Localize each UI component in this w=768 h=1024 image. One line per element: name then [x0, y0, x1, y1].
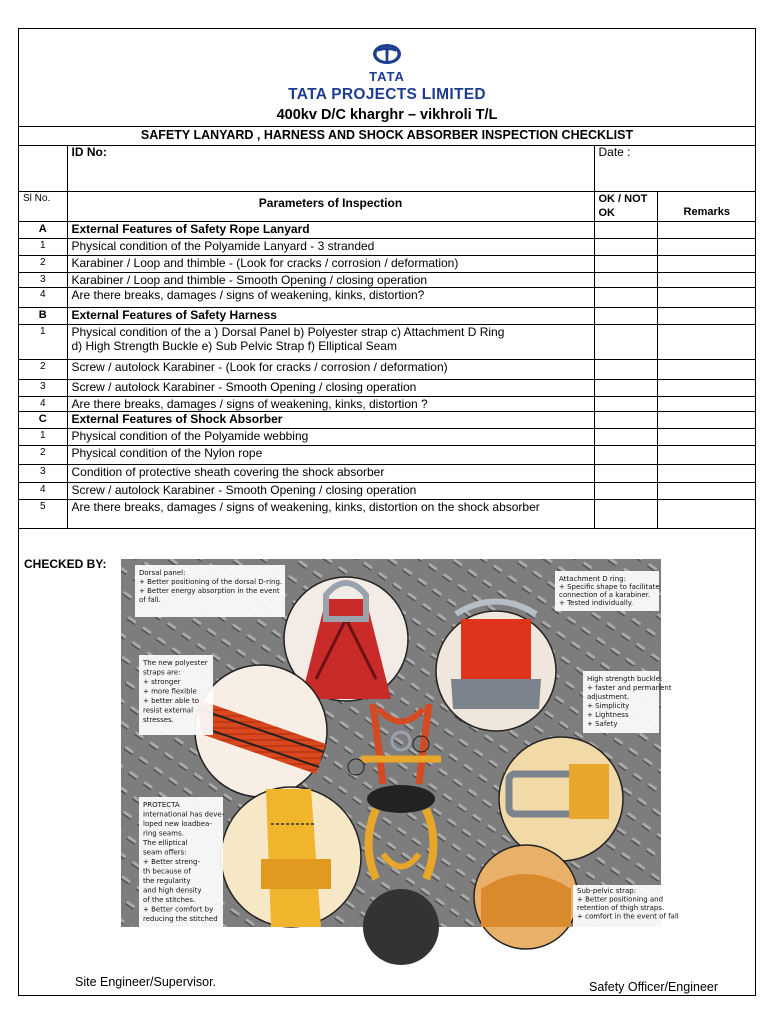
remarks-cell[interactable] [657, 359, 756, 379]
id-label [67, 145, 594, 191]
caption-protecta [139, 797, 225, 927]
caption-line: th because of [143, 867, 191, 876]
ok-cell[interactable] [594, 396, 657, 411]
caption-line: + Better streng- [143, 858, 200, 866]
item-parameter [67, 287, 594, 307]
caption-line: + Tested individually. [559, 599, 634, 607]
ok-cell[interactable] [594, 255, 657, 272]
inspection-table [19, 145, 756, 529]
checklist-row [19, 482, 756, 499]
caption-dorsal [135, 565, 285, 617]
caption-line: and high density [143, 886, 202, 895]
caption-line: Sub-pelvic strap: [577, 887, 637, 895]
remarks-cell[interactable] [657, 307, 756, 324]
checklist-row [19, 272, 756, 287]
checklist-row [19, 359, 756, 379]
section-code: C [19, 411, 67, 428]
ok-cell[interactable] [594, 379, 657, 396]
col-remarks-header: Remarks [657, 191, 756, 221]
caption-line: PROTECTA [143, 801, 180, 809]
item-parameter [67, 396, 594, 411]
item-parameter [67, 482, 594, 499]
caption-line: + Better energy absorption in the event [139, 587, 280, 595]
remarks-cell[interactable] [657, 482, 756, 499]
remarks-cell[interactable] [657, 464, 756, 482]
item-parameter [67, 428, 594, 445]
harness-illustration [121, 559, 679, 927]
caption-line: seam offers: [143, 848, 187, 857]
item-number: 2 [19, 359, 67, 379]
caption-line: + better able to [143, 697, 199, 705]
item-text: Screw / autolock Karabiner - Smooth Opening / closing operation [71, 379, 417, 394]
remarks-cell[interactable] [657, 221, 756, 238]
caption-line: + Specific shape to facilitate [559, 583, 660, 591]
item-parameter [67, 324, 594, 359]
caption-buckle [583, 671, 672, 733]
checklist-row [19, 238, 756, 255]
checklist-row [19, 396, 756, 411]
item-number: 2 [19, 255, 67, 272]
caption-line: + comfort in the event of fall [577, 912, 679, 921]
caption-line: + Lightness [587, 711, 629, 719]
checklist-row [19, 428, 756, 445]
item-text: Screw / autolock Karabiner - (Look for cracks / corrosion / deformation) [71, 359, 448, 374]
checklist-row [19, 379, 756, 396]
item-text: Physical condition of the Polyamide webbing [71, 428, 309, 443]
caption-d-ring [555, 571, 660, 611]
ok-cell[interactable] [594, 307, 657, 324]
caption-polyester [139, 655, 213, 735]
inspection-form [18, 28, 756, 996]
remarks-cell[interactable] [657, 499, 756, 528]
caption-line: The new polyester [143, 659, 208, 667]
caption-line: stresses. [143, 716, 174, 724]
item-number: 1 [19, 324, 67, 359]
section-code: B [19, 307, 67, 324]
remarks-cell[interactable] [657, 379, 756, 396]
remarks-cell[interactable] [657, 238, 756, 255]
buckle-circle [499, 737, 623, 861]
caption-line: resist external [143, 706, 194, 715]
item-parameter [67, 359, 594, 379]
ok-cell[interactable] [594, 238, 657, 255]
ok-cell[interactable] [594, 221, 657, 238]
form-title: SAFETY LANYARD , HARNESS AND SHOCK ABSORBER INSPECTION CHECKLIST [19, 126, 755, 146]
company-name: TATA PROJECTS LIMITED [288, 86, 486, 103]
date-label: Date : [598, 145, 631, 159]
caption-line: + Safety [587, 720, 618, 728]
item-text: Are there breaks, damages / signs of weakening, kinks, distortion? [71, 287, 425, 302]
col-ok-header: OK / NOT OK [594, 191, 657, 221]
item-text: Physical condition of the Nylon rope [71, 445, 263, 460]
caption-line: + Better positioning and [577, 895, 664, 904]
checklist-row [19, 499, 756, 528]
col-sl-header: Sl No. [19, 191, 67, 221]
item-text: Are there breaks, damages / signs of weakening, kinks, distortion on the shock absorber [71, 499, 540, 514]
item-text: Physical condition of the Polyamide Lanyard - 3 stranded [71, 238, 375, 253]
item-text-cont: d) High Strength Buckle e) Sub Pelvic Strap f) Elliptical Seam [71, 338, 397, 353]
section-title: External Features of Safety Harness [67, 307, 594, 324]
item-number: 3 [19, 464, 67, 482]
id-blank-cell [19, 145, 67, 191]
caption-line: + Better comfort by [143, 905, 214, 914]
item-text: Karabiner / Loop and thimble - (Look for cracks / corrosion / deformation) [71, 255, 459, 270]
ok-cell[interactable] [594, 499, 657, 528]
item-text: Are there breaks, damages / signs of weakening, kinks, distortion ? [71, 396, 428, 411]
item-number: 3 [19, 272, 67, 287]
caption-line: Attachment D ring: [559, 575, 626, 583]
ok-cell[interactable] [594, 428, 657, 445]
caption-line: the regularity [143, 877, 191, 885]
safety-officer-signature-label: Safety Officer/Engineer [589, 980, 719, 994]
ok-cell[interactable] [594, 272, 657, 287]
item-number: 1 [19, 428, 67, 445]
caption-line: connection of a karabiner. [559, 591, 651, 599]
item-number: 4 [19, 287, 67, 307]
item-parameter [67, 272, 594, 287]
ok-cell[interactable] [594, 324, 657, 359]
elliptical-seam-circle [221, 787, 361, 927]
caption-line: + more flexible [143, 687, 197, 696]
caption-line: straps are: [143, 668, 181, 677]
checklist-row [19, 464, 756, 482]
caption-line: ring seams. [143, 829, 184, 838]
caption-line: adjustment. [587, 693, 630, 701]
date-cell[interactable] [594, 145, 756, 191]
ok-cell[interactable] [594, 359, 657, 379]
item-parameter [67, 255, 594, 272]
brand-wordmark: TATA [369, 69, 405, 84]
caption-line: of the stitches. [143, 896, 196, 904]
ok-cell[interactable] [594, 287, 657, 307]
ok-cell[interactable] [594, 482, 657, 499]
caption-line: reducing the stitched [143, 915, 218, 923]
site-engineer-signature-label: Site Engineer/Supervisor. [75, 975, 217, 989]
sub-pelvic-circle [474, 845, 578, 949]
remarks-cell[interactable] [657, 445, 756, 464]
caption-line: + stronger [143, 678, 181, 686]
remarks-cell[interactable] [657, 287, 756, 307]
remarks-cell[interactable] [657, 396, 756, 411]
id-label-text: ID No: [71, 145, 107, 159]
caption-line: retention of thigh straps. [577, 904, 665, 912]
ok-cell[interactable] [594, 411, 657, 428]
section-row [19, 221, 756, 238]
section-row [19, 411, 756, 428]
caption-line: High strength buckle: [587, 675, 663, 683]
caption-line: of fall. [139, 596, 161, 604]
remarks-cell[interactable] [657, 272, 756, 287]
caption-line: + Simplicity [587, 702, 630, 710]
remarks-cell[interactable] [657, 428, 756, 445]
section-title: External Features of Shock Absorber [67, 411, 594, 428]
item-text: Karabiner / Loop and thimble - Smooth Opening / closing operation [71, 272, 428, 287]
item-parameter [67, 379, 594, 396]
id-row [19, 145, 756, 191]
section-row [19, 307, 756, 324]
ok-cell[interactable] [594, 464, 657, 482]
remarks-cell[interactable] [657, 324, 756, 359]
item-number: 1 [19, 238, 67, 255]
checked-by-label: CHECKED BY: [24, 557, 107, 571]
remarks-cell[interactable] [657, 411, 756, 428]
col-parameters-header: Parameters of Inspection [67, 191, 594, 221]
item-text: Physical condition of the a ) Dorsal Panel b) Polyester strap c) Attachment D Ring [71, 324, 505, 339]
caption-line: International has deve- [143, 810, 225, 819]
section-code: A [19, 221, 67, 238]
letterhead [19, 29, 755, 126]
caption-line: + Better positioning of the dorsal D-ring. [139, 578, 283, 586]
tata-logo-icon [19, 43, 755, 65]
caption-line: The elliptical [143, 839, 188, 847]
item-number: 5 [19, 499, 67, 528]
item-parameter [67, 445, 594, 464]
project-line: 400kv D/C kharghr – vikhroli T/L [276, 107, 498, 123]
item-number: 2 [19, 445, 67, 464]
item-number: 4 [19, 396, 67, 411]
section-title: External Features of Safety Rope Lanyard [67, 221, 594, 238]
ok-cell[interactable] [594, 445, 657, 464]
item-text: Screw / autolock Karabiner - Smooth Opening / closing operation [71, 482, 417, 497]
caption-line: + faster and permanent [587, 684, 672, 692]
caption-pelvic [573, 885, 679, 927]
svg-text:Sub-pelvic strap:+ Better posi [577, 887, 679, 921]
item-parameter [67, 464, 594, 482]
checklist-row [19, 255, 756, 272]
item-text: Condition of protective sheath covering the shock absorber [71, 464, 385, 479]
item-number: 3 [19, 379, 67, 396]
column-header-row [19, 191, 756, 221]
caption-line: loped new loadbea- [143, 820, 212, 828]
remarks-cell[interactable] [657, 255, 756, 272]
item-number: 4 [19, 482, 67, 499]
checklist-row [19, 324, 756, 359]
item-parameter [67, 238, 594, 255]
checklist-row [19, 287, 756, 307]
item-parameter [67, 499, 594, 528]
polyester-strap-circle [195, 665, 327, 797]
caption-line: Dorsal panel: [139, 569, 186, 577]
shock-absorber-circle [363, 889, 439, 965]
checklist-row [19, 445, 756, 464]
